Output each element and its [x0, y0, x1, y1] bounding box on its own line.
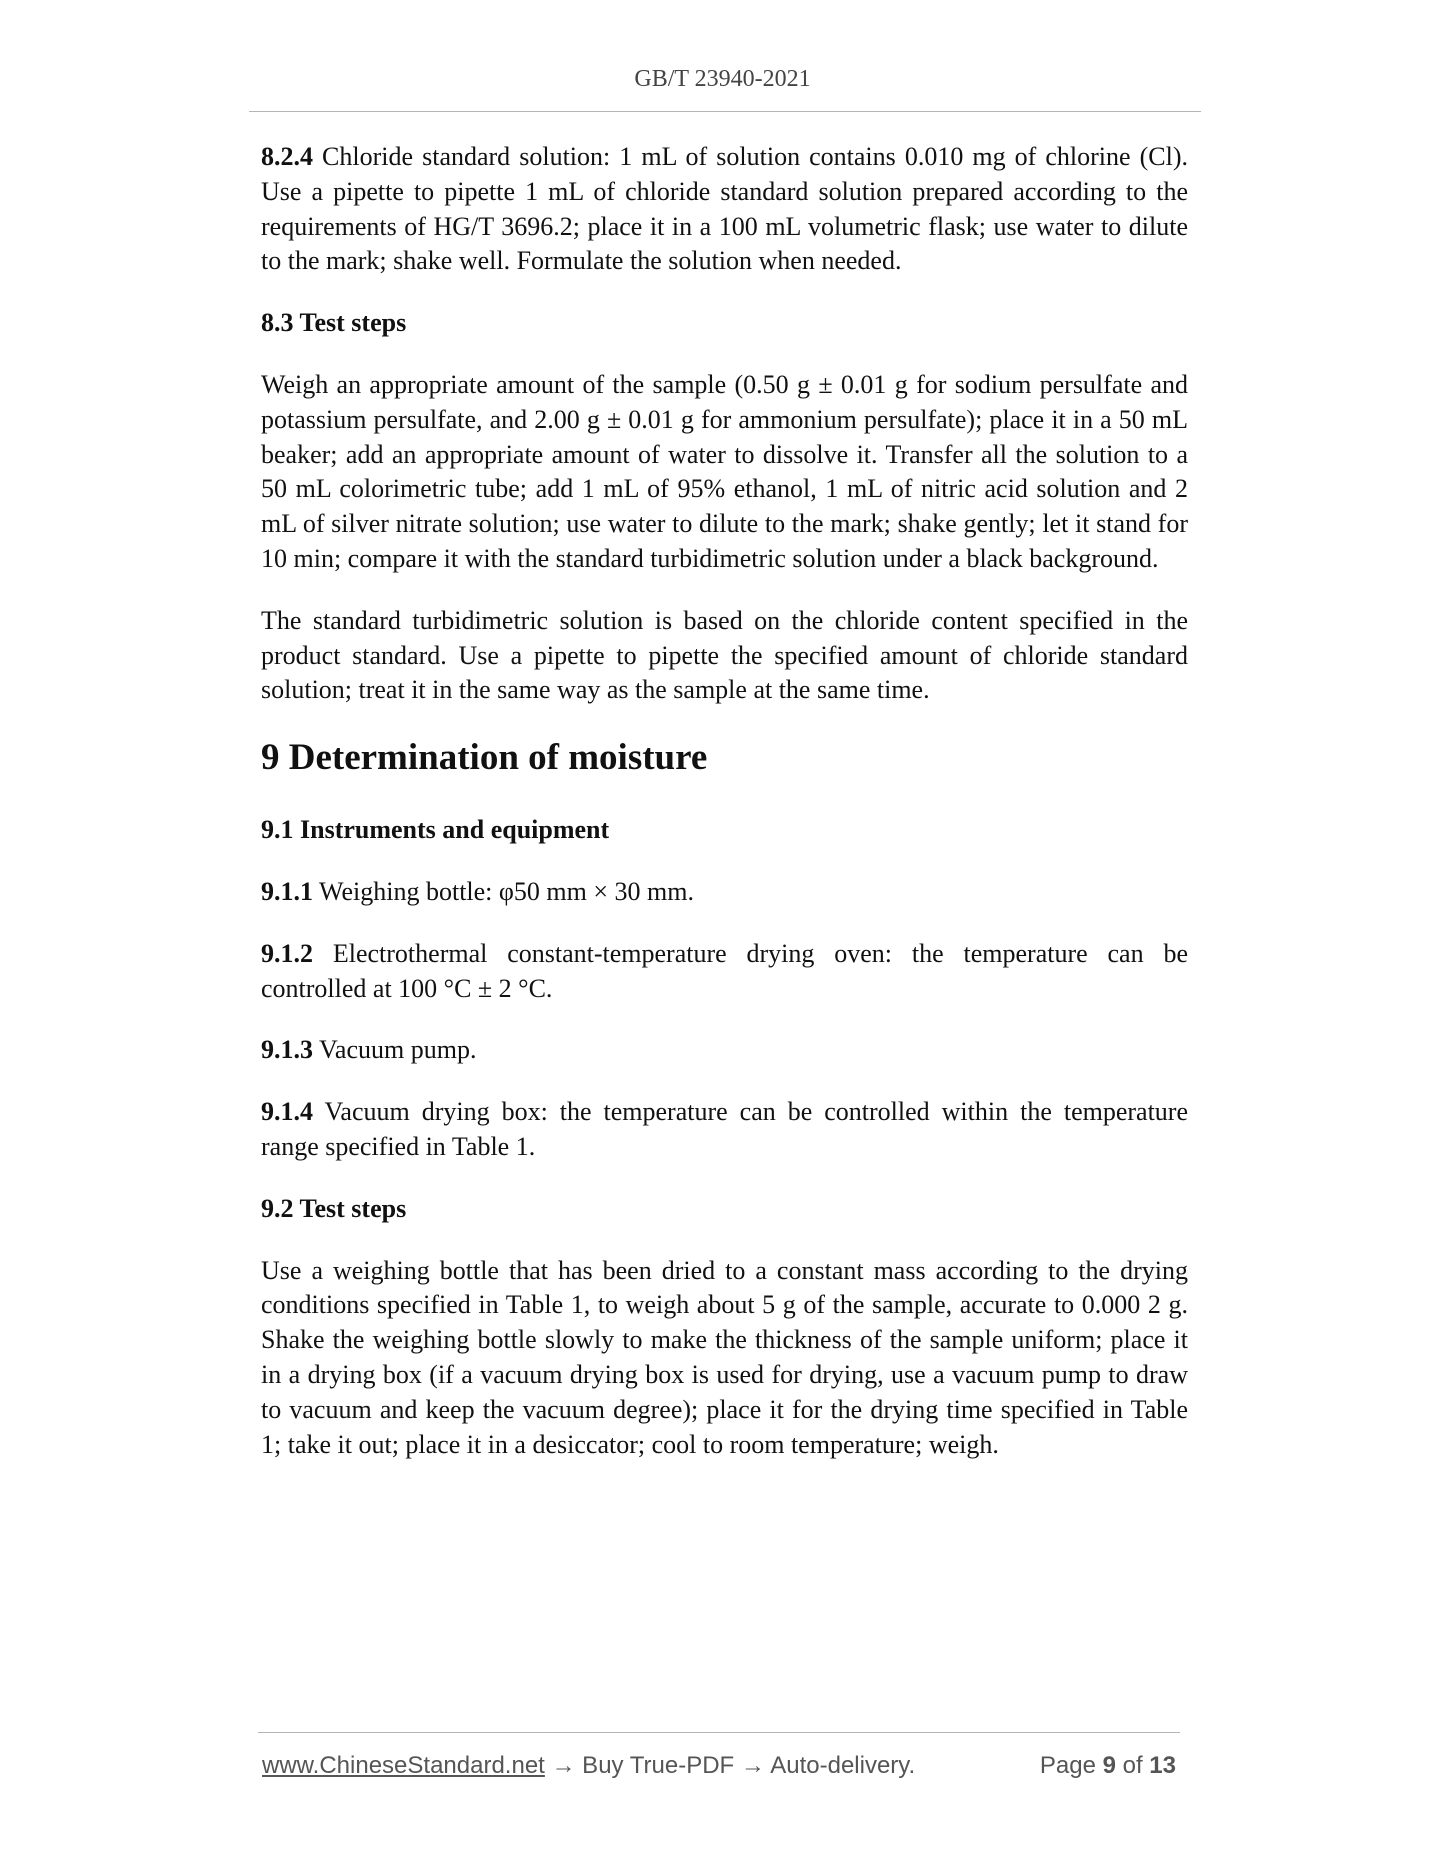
clause-number: 9.1.1	[261, 876, 313, 906]
footer-promo	[262, 1752, 915, 1780]
clause-number: 8.2.4	[261, 142, 313, 171]
clause-number: 9.1.2	[261, 938, 313, 968]
clause-text: Vacuum drying box: the temperature can be controlled within the temperature range specified in Table 1.	[261, 1097, 1188, 1161]
clause-9-1-1	[261, 875, 1188, 910]
total-page-count: 13	[1149, 1752, 1176, 1779]
page-number-indicator	[1040, 1752, 1176, 1780]
clause-8-2-4	[261, 140, 1188, 279]
clause-text: Electrothermal constant-temperature drying oven: the temperature can be controlled at 100 °C ± 2 °C.	[261, 938, 1188, 1003]
footer-divider	[258, 1732, 1180, 1733]
document-number-header: GB/T 23940-2021	[634, 66, 811, 92]
section-8-3-paragraph-1: Weigh an appropriate amount of the sample (0.50 g ± 0.01 g for sodium persulfate and potassium persulfate, and 2.00 g ± 0.01 g for ammonium persulfate); place it in a 50 mL beaker; add an appropriate amount of water to dissolve it. Transfer all the solution to a 50 mL colorimetric tube; add 1 mL of 95% ethanol, 1 mL of nitric acid solution and 2 mL of silver nitrate solution; use water to dilute to the mark; shake gently; let it stand for 10 min; compare it with the standard turbidimetric solution under a black background.	[261, 369, 1188, 573]
page-content	[261, 140, 1188, 1489]
header-divider	[249, 111, 1201, 112]
of-label: of	[1115, 1752, 1150, 1779]
chinesestandard-link[interactable]: www.ChineseStandard.net	[262, 1752, 545, 1779]
page-footer	[262, 1752, 1180, 1788]
section-9-2-paragraph: Use a weighing bottle that has been dried to a constant mass according to the drying conditions specified in Table 1, to weigh about 5 g of the sample, accurate to 0.000 2 g. Shake the weighing bottle slowly to make the thickness of the sample uniform; place it in a drying box (if a vacuum drying box is used for drying, use a vacuum pump to draw to vacuum and keep the vacuum degree); place it for the drying time specified in Table 1; take it out; place it in a desiccator; cool to room temperature; weigh.	[261, 1255, 1188, 1459]
clause-text: Weighing bottle: φ50 mm × 30 mm.	[313, 876, 694, 906]
clause-9-1-3	[261, 1033, 1188, 1068]
clause-number: 9.1.4	[261, 1097, 313, 1127]
clause-text: Vacuum pump.	[313, 1035, 477, 1065]
clause-9-1-4	[261, 1095, 1188, 1165]
clause-number: 9.1.3	[261, 1035, 313, 1065]
footer-promo-text: → Buy True-PDF → Auto-delivery.	[544, 1752, 916, 1779]
section-8-3-heading: 8.3 Test steps	[261, 308, 407, 338]
section-8-3-paragraph-2: The standard turbidimetric solution is based on the chloride content specified in the product standard. Use a pipette to pipette the specified amount of chloride standard solution; treat it in the same way as the sample at the same time.	[261, 605, 1188, 705]
current-page-number: 9	[1102, 1752, 1116, 1779]
clause-text: Chloride standard solution: 1 mL of solution contains 0.010 mg of chlorine (Cl). Use a pipette to pipette 1 mL of chloride standard solution prepared according to the requirements of HG/T 3696.2; place it in a 100 mL volumetric flask; use water to dilute to the mark; shake well. Formulate the solution when needed.	[261, 142, 1188, 276]
chapter-9-heading: 9 Determination of moisture	[261, 737, 708, 779]
page-label: Page	[1039, 1752, 1103, 1779]
section-9-2-heading: 9.2 Test steps	[261, 1193, 407, 1223]
clause-9-1-2	[261, 937, 1188, 1007]
section-9-1-heading: 9.1 Instruments and equipment	[261, 815, 610, 845]
